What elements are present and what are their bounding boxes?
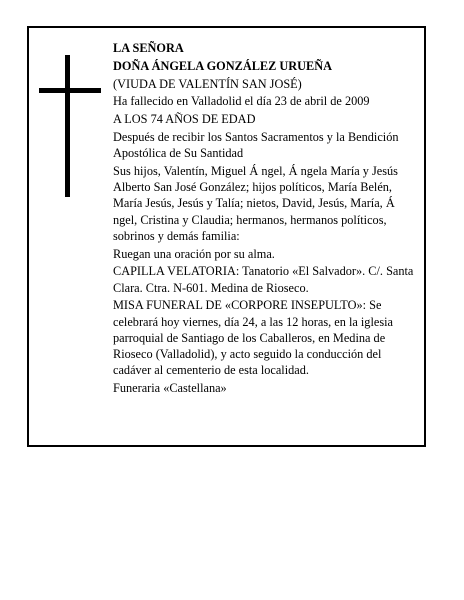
cross-vertical-bar xyxy=(65,55,70,197)
funeral-mass-paragraph: MISA FUNERAL DE «CORPORE INSEPULTO»: Se celebrará hoy viernes, día 24, a las 12 horas, en la iglesia parroquial de Santiago de los Caballeros, en Medina de Rioseco (Valladolid), y acto seguido la conducción del cadáver al cementerio de esta localidad. xyxy=(113,298,393,378)
wake-chapel-paragraph: CAPILLA VELATORIA: Tanatorio «El Salvador». C/. Santa Clara. Ctra. N-601. Medina de Rioseco. xyxy=(113,264,414,295)
deceased-name: DOÑA ÁNGELA GONZÁLEZ URUEÑA xyxy=(113,58,332,73)
obituary-text xyxy=(113,40,419,398)
widow-of-line: (VIUDA DE VALENTÍN SAN JOSÉ) xyxy=(113,76,302,91)
family-paragraph: Sus hijos, Valentín, Miguel Á ngel, Á ngela María y Jesús Alberto San José González; hijos políticos, María Belén, María Jesús, Jesús y Talía; nietos, David, Jesús, María, Á ngel, Cristina y Claudia; hermanos, hermanos políticos, sobrinos y demás familia: xyxy=(113,163,398,243)
funeral-home: Funeraria «Castellana» xyxy=(113,381,227,395)
prayer-request: Ruegan una oración por su alma. xyxy=(113,246,275,261)
sacraments-paragraph: Después de recibir los Santos Sacramentos y la Bendición Apostólica de Su Santidad xyxy=(113,129,399,161)
cross-icon xyxy=(39,55,101,197)
age-line: A LOS 74 AÑOS DE EDAD xyxy=(113,112,256,127)
death-announcement: Ha fallecido en Valladolid el día 23 de abril de 2009 xyxy=(113,94,370,109)
honorific-line: LA SEÑORA xyxy=(113,41,184,55)
cross-horizontal-bar xyxy=(39,88,101,93)
